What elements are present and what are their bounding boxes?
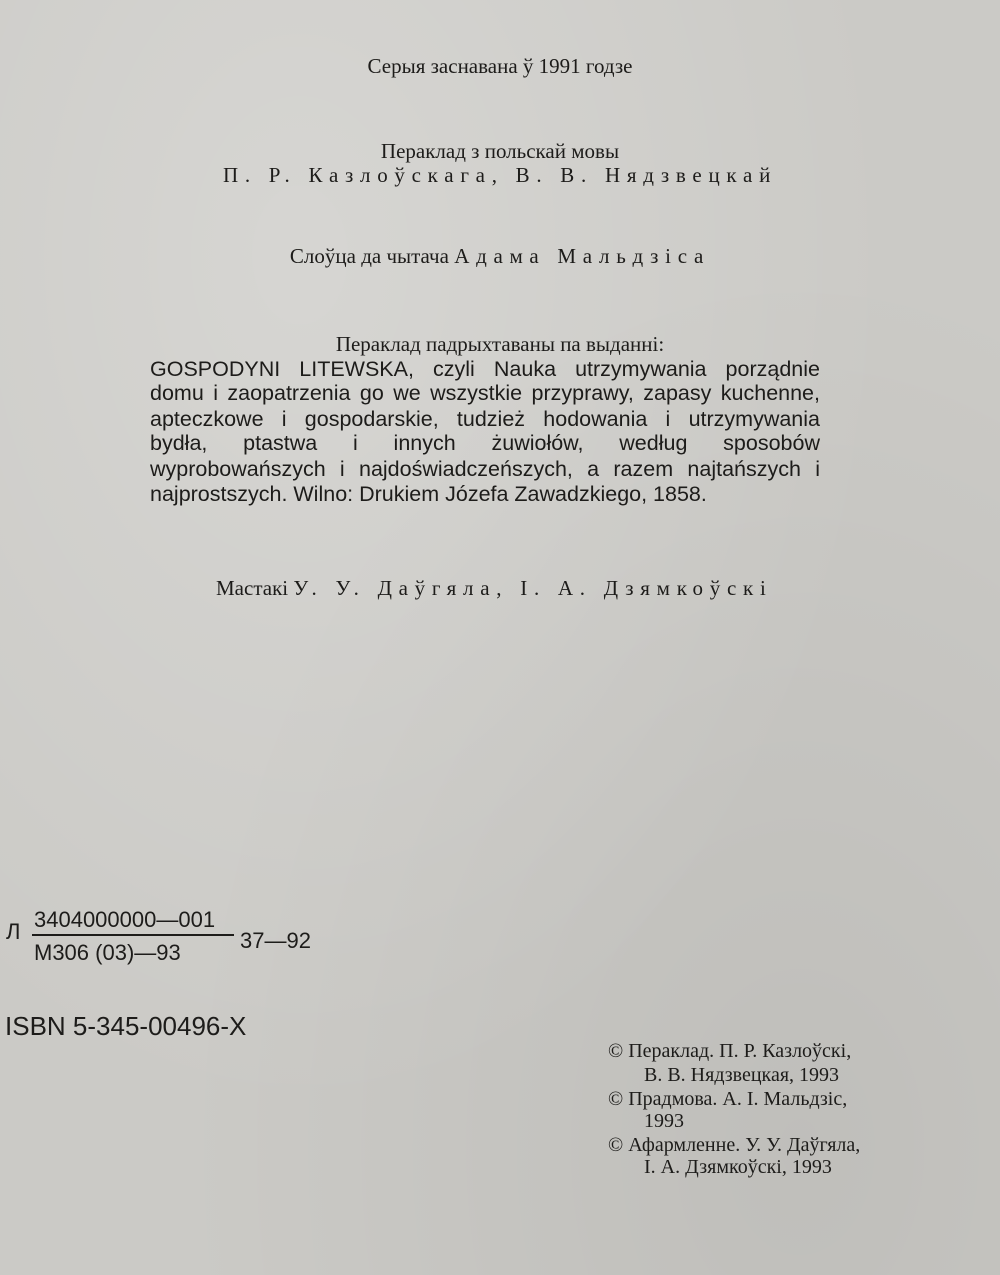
artists-credit — [216, 578, 773, 599]
catalog-fraction-bar — [32, 934, 234, 936]
copyright-line: © Прадмова. А. І. Мальдзіс, — [608, 1088, 848, 1110]
copyright-line: В. В. Нядзвецкая, 1993 — [644, 1064, 840, 1086]
copyright-line: © Афармленне. У. У. Даўгяла, — [608, 1134, 861, 1156]
source-title-line: apteczkowe i gospodarskie, tudzież hodowania i utrzymywania — [150, 407, 820, 431]
artists-names: У. У. Даўгяла, І. А. Дзямкоўскі — [293, 576, 773, 600]
copyright-line: © Пераклад. П. Р. Казлоўскі, — [608, 1040, 852, 1062]
catalog-numerator: 3404000000—001 — [34, 907, 216, 932]
translation-label: Пераклад з польскай мовы — [380, 139, 620, 163]
copyright-line: І. А. Дзямкоўскі, 1993 — [644, 1156, 832, 1178]
catalog-letter: Л — [6, 919, 21, 944]
source-title-line: wyprobowańszych i najdoświadczeńszych, a razem najtańszych i — [150, 457, 820, 481]
source-title-line: GOSPODYNI LITEWSKA, czyli Nauka utrzymywania porządnie — [150, 357, 820, 381]
source-edition-label: Пераклад падрыхтаваны па выданні: — [335, 332, 665, 356]
isbn: ISBN 5-345-00496-X — [5, 1011, 247, 1041]
copyright-line: 1993 — [644, 1110, 684, 1132]
artists-prefix: Мастакі — [216, 576, 289, 600]
catalog-denominator: М306 (03)—93 — [34, 940, 181, 965]
series-note: Серыя заснавана ў 1991 годзе — [367, 54, 633, 78]
translators: П. Р. Казлоўскага, В. В. Нядзвецкай — [222, 163, 778, 187]
foreword-prefix: Слоўца да чытача — [289, 244, 449, 268]
source-title-line: bydła, ptastwa i innych żuwiołów, według sposobów — [150, 431, 820, 455]
source-title-line: domu i zaopatrzenia go we wszystkie przyprawy, zapasy kuchenne, — [150, 381, 820, 405]
source-title-line: najprostszych. Wilno: Drukiem Józefa Zawadzkiego, 1858. — [150, 482, 707, 506]
foreword-author: Адама Мальдзіса — [454, 244, 711, 268]
foreword-credit — [0, 246, 1000, 267]
catalog-suffix: 37—92 — [240, 928, 311, 953]
